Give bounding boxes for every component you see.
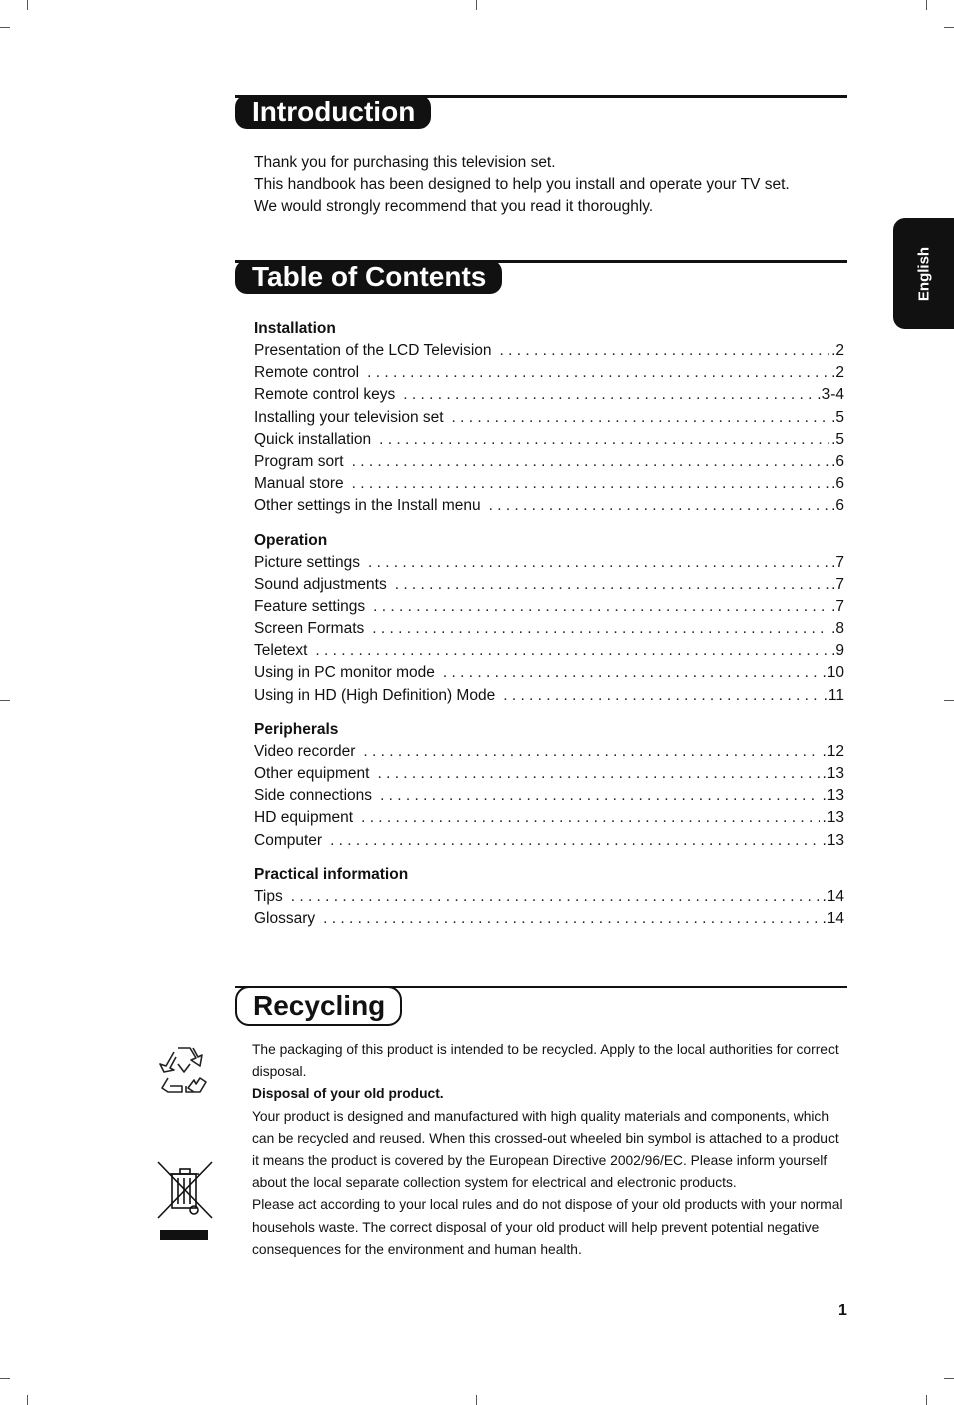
toc-entry-page: .6 (831, 475, 844, 493)
crop-mark (944, 1378, 954, 1379)
toc-entry[interactable] (254, 763, 844, 785)
toc-entry-label: Video recorder (254, 742, 356, 760)
toc-entry-label: Installing your television set (254, 408, 444, 426)
toc-entry-page: .13 (822, 831, 844, 849)
toc-entry[interactable] (254, 552, 844, 574)
toc-heading: Table of Contents (235, 260, 502, 294)
toc-entry-page: .5 (831, 430, 844, 448)
toc-entry-label: Teletext (254, 642, 308, 660)
dot-leader (330, 830, 820, 852)
toc-entry[interactable] (254, 741, 844, 763)
toc-entry-page: .6 (831, 497, 844, 515)
toc-entry-page: .13 (822, 809, 844, 827)
toc-entry-page: .8 (831, 620, 844, 638)
recycling-heading: Recycling (235, 986, 402, 1026)
dot-leader (395, 574, 829, 596)
toc-group-title: Peripherals (254, 720, 339, 738)
toc-entry[interactable] (254, 429, 844, 451)
toc-entry[interactable] (254, 384, 844, 406)
language-tab (893, 218, 954, 329)
crossed-out-bin-icon (156, 1160, 214, 1242)
toc-entry-page: .12 (822, 742, 844, 760)
toc-entry-page: .2 (831, 364, 844, 382)
recycling-header (235, 986, 847, 1022)
dot-leader (500, 340, 830, 362)
crop-mark (476, 0, 477, 10)
toc-entry-label: Other equipment (254, 765, 370, 782)
toc-header (235, 260, 847, 296)
dot-leader (503, 685, 821, 707)
intro-line: Thank you for purchasing this television set. (254, 154, 556, 171)
toc-entry[interactable] (254, 886, 844, 908)
local-rules-paragraph: Please act according to your local rules and do not dispose of your old products with your normal househols waste. The correct disposal of your old product will help prevent potential negative consequences for the environment and human health. (252, 1197, 843, 1257)
toc-entry[interactable] (254, 908, 844, 930)
toc-entry-page: .9 (831, 642, 844, 660)
toc-entry-page: .13 (822, 787, 844, 805)
toc-entry-page: .5 (831, 408, 844, 426)
toc-entry[interactable] (254, 618, 844, 640)
dot-leader (352, 473, 829, 495)
crop-mark (476, 1395, 477, 1405)
toc-entry-label: Using in PC monitor mode (254, 664, 435, 682)
intro-line: This handbook has been designed to help you install and operate your TV set. (254, 176, 790, 193)
toc-entry[interactable] (254, 662, 844, 684)
crop-mark (0, 700, 10, 701)
recycle-icon (156, 1044, 212, 1096)
dot-leader (379, 429, 829, 451)
toc-entry-label: HD equipment (254, 809, 354, 827)
toc-entry[interactable] (254, 451, 844, 473)
dot-leader (373, 596, 829, 618)
toc-group-title: Operation (254, 531, 328, 549)
toc-entry-page: .14 (822, 909, 844, 927)
toc-entry-page: .2 (831, 342, 844, 359)
toc-entry-label: Screen Formats (254, 620, 365, 638)
toc-entry[interactable] (254, 640, 844, 662)
dot-leader (323, 908, 820, 930)
disposal-title: Disposal of your old product. (252, 1086, 444, 1102)
toc-entry-label: Feature settings (254, 597, 366, 615)
toc-entry-label: Picture settings (254, 553, 360, 571)
toc-entry-label: Remote control keys (254, 386, 396, 404)
toc-group-peripherals (254, 719, 844, 852)
toc-entry[interactable] (254, 785, 844, 807)
page-number: 1 (838, 1302, 847, 1319)
toc-entry-page: .7 (831, 575, 844, 593)
toc-entry-label: Remote control (254, 364, 360, 382)
dot-leader (380, 785, 820, 807)
dot-leader (452, 407, 830, 429)
toc-entry[interactable] (254, 807, 844, 829)
toc-entry-page: .13 (822, 765, 844, 782)
toc-entry-label: Presentation of the LCD Television (254, 342, 492, 359)
toc-entry-label: Tips (254, 887, 283, 905)
toc-entry-page: .14 (822, 887, 844, 905)
toc-entry-page: .3-4 (817, 386, 844, 404)
toc-entry-label: Glossary (254, 909, 316, 927)
toc-group-practical-information (254, 864, 844, 930)
language-tab-label: English (915, 246, 932, 301)
toc-entry-page: .10 (822, 664, 844, 682)
crop-mark (944, 700, 954, 701)
dot-leader (352, 451, 829, 473)
toc-group-title: Practical information (254, 865, 409, 883)
dot-leader (315, 640, 829, 662)
toc-group-installation (254, 318, 844, 518)
dot-leader (291, 886, 821, 908)
dot-leader (443, 662, 821, 684)
crop-mark (0, 27, 10, 28)
crop-mark (27, 0, 28, 10)
toc-entry-label: Other settings in the Install menu (254, 497, 481, 515)
disposal-paragraph: Your product is designed and manufactured with high quality materials and components, which can be recycled and reused. When this crossed-out wheeled bin symbol is attached to a product it means the product is covered by the European Directive 2002/96/EC. Please inform yourself about the local separate collection system for electrical and electronic products. (252, 1108, 839, 1191)
toc-entry-label: Manual store (254, 475, 344, 493)
dot-leader (361, 807, 820, 829)
dot-leader (403, 384, 815, 406)
crop-mark (944, 27, 954, 28)
toc-entry-label: Program sort (254, 452, 344, 470)
toc-entry-page: .7 (831, 597, 844, 615)
toc-entry[interactable] (254, 407, 844, 429)
introduction-heading: Introduction (235, 95, 431, 129)
toc-entry[interactable] (254, 362, 844, 384)
toc-entry[interactable] (254, 473, 844, 495)
introduction-header (235, 95, 847, 131)
toc-entry-label: Sound adjustments (254, 575, 387, 593)
dot-leader (367, 362, 829, 384)
intro-line: We would strongly recommend that you read it thoroughly. (254, 198, 654, 215)
toc-entry[interactable] (254, 340, 844, 362)
toc-entry[interactable] (254, 495, 844, 517)
crop-mark (926, 1395, 927, 1405)
toc-entry-label: Computer (254, 831, 323, 849)
crop-mark (926, 0, 927, 10)
toc-entry-page: .7 (831, 553, 844, 571)
recycling-text (252, 1039, 844, 1261)
toc-entry-label: Side connections (254, 787, 373, 805)
toc-entry-page: .6 (831, 452, 844, 470)
dot-leader (368, 552, 829, 574)
toc-entry-label: Using in HD (High Definition) Mode (254, 686, 496, 704)
toc-group-title: Installation (254, 320, 336, 337)
toc-entry-label: Quick installation (254, 430, 372, 448)
toc-entry[interactable] (254, 574, 844, 596)
toc-group-operation (254, 530, 844, 707)
dot-leader (489, 495, 829, 517)
dot-leader (377, 763, 820, 785)
introduction-text (254, 152, 790, 218)
toc-entry-page: .11 (823, 686, 844, 704)
crop-mark (0, 1378, 10, 1379)
dot-leader (372, 618, 829, 640)
crop-mark (27, 1395, 28, 1405)
dot-leader (363, 741, 820, 763)
toc-entry[interactable] (254, 596, 844, 618)
toc-entry[interactable] (254, 685, 844, 707)
table-of-contents (254, 318, 844, 942)
packaging-paragraph: The packaging of this product is intended to be recycled. Apply to the local authorities for correct disposal. (252, 1042, 839, 1080)
toc-entry[interactable] (254, 830, 844, 852)
